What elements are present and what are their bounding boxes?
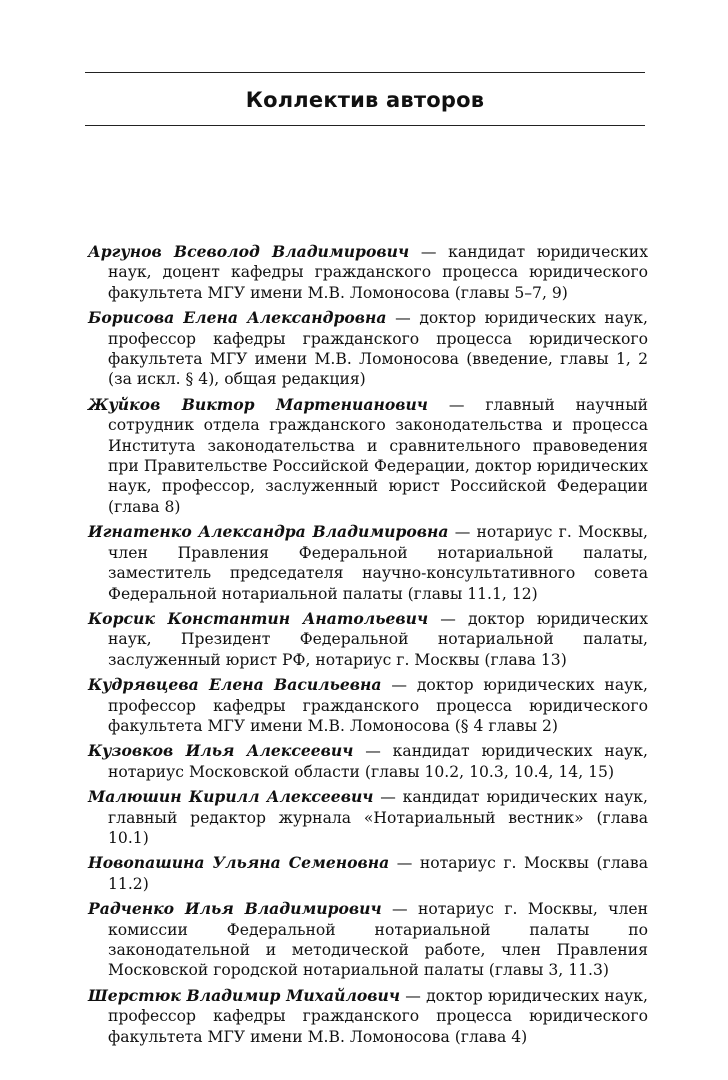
author-description: — нотариус г. Москвы (глава 11.2) xyxy=(108,854,648,893)
title-rule xyxy=(85,125,645,126)
page-title: Коллектив авторов xyxy=(245,88,485,112)
author-entry xyxy=(88,853,648,894)
author-description: — главный научный сотрудник отдела гражданского законодательства и процесса Института законодательства и сравнительного правоведения при Правительстве Российской Федерации, доктор юридических наук, профессор, заслуженный юрист Российской Федерации (глава 8) xyxy=(108,395,648,516)
author-description: — кандидат юридических наук, доцент кафедры гражданского процесса юридического факультета МГУ имени М.В. Ломоносова (главы 5–7, 9) xyxy=(108,243,648,302)
author-entry xyxy=(88,787,648,848)
author-name: Радченко Илья Владимирович xyxy=(88,899,382,919)
author-name: Кузовков Илья Алексеевич xyxy=(88,741,354,761)
author-entry xyxy=(88,395,648,517)
author-name: Жуйков Виктор Мартенианович xyxy=(88,394,428,414)
author-entry xyxy=(88,308,648,390)
author-description: — нотариус г. Москвы, член Правления Федеральной нотариальной палаты, заместитель председателя научно-консультативного совета Федеральной нотариальной палаты (главы 11.1, 12) xyxy=(108,523,648,603)
author-description: — доктор юридических наук, профессор кафедры гражданского процесса юридического факультета МГУ имени М.В. Ломоносова (§ 4 главы 2) xyxy=(108,676,649,735)
author-name: Новопашина Ульяна Семеновна xyxy=(88,853,390,873)
author-name: Аргунов Всеволод Владимирович xyxy=(88,242,410,261)
author-entry xyxy=(88,986,648,1047)
author-name: Корсик Константин Анатольевич xyxy=(88,608,429,628)
author-entry xyxy=(88,899,648,981)
author-description: — доктор юридических наук, профессор кафедры гражданского процесса юридического факультета МГУ имени М.В. Ломоносова (введение, главы 1, 2 (за искл. § 4), общая редакция) xyxy=(108,309,648,389)
authors-list xyxy=(88,242,648,1052)
author-entry xyxy=(88,609,648,670)
author-name: Кудрявцева Елена Васильевна xyxy=(88,675,382,695)
author-description: — доктор юридических наук, профессор кафедры гражданского процесса юридического факультета МГУ имени М.В. Ломоносова (глава 4) xyxy=(108,986,648,1046)
author-name: Игнатенко Александра Владимировна xyxy=(88,522,449,542)
author-description: — кандидат юридических наук, нотариус Московской области (главы 10.2, 10.3, 10.4, 14, 15) xyxy=(108,742,648,781)
author-entry xyxy=(88,741,648,782)
author-name: Малюшин Кирилл Алексеевич xyxy=(88,787,374,807)
author-entry xyxy=(88,522,648,604)
author-description: — кандидат юридических наук, главный редактор журнала «Нотариальный вестник» (глава 10.1) xyxy=(108,788,648,847)
author-entry xyxy=(88,675,648,736)
author-name: Борисова Елена Александровна xyxy=(88,308,387,328)
author-description: — доктор юридических наук, Президент Федеральной нотариальной палаты, заслуженный юрист РФ, нотариус г. Москвы (глава 13) xyxy=(108,609,648,669)
author-name: Шерстюк Владимир Михайлович xyxy=(88,985,400,1005)
top-rule xyxy=(85,72,645,73)
author-entry xyxy=(88,242,648,303)
author-description: — нотариус г. Москвы, член комиссии Федеральной нотариальной палаты по законодательной и методической работе, член Правления Московской городской нотариальной палаты (главы 3, 11.3) xyxy=(108,900,648,980)
